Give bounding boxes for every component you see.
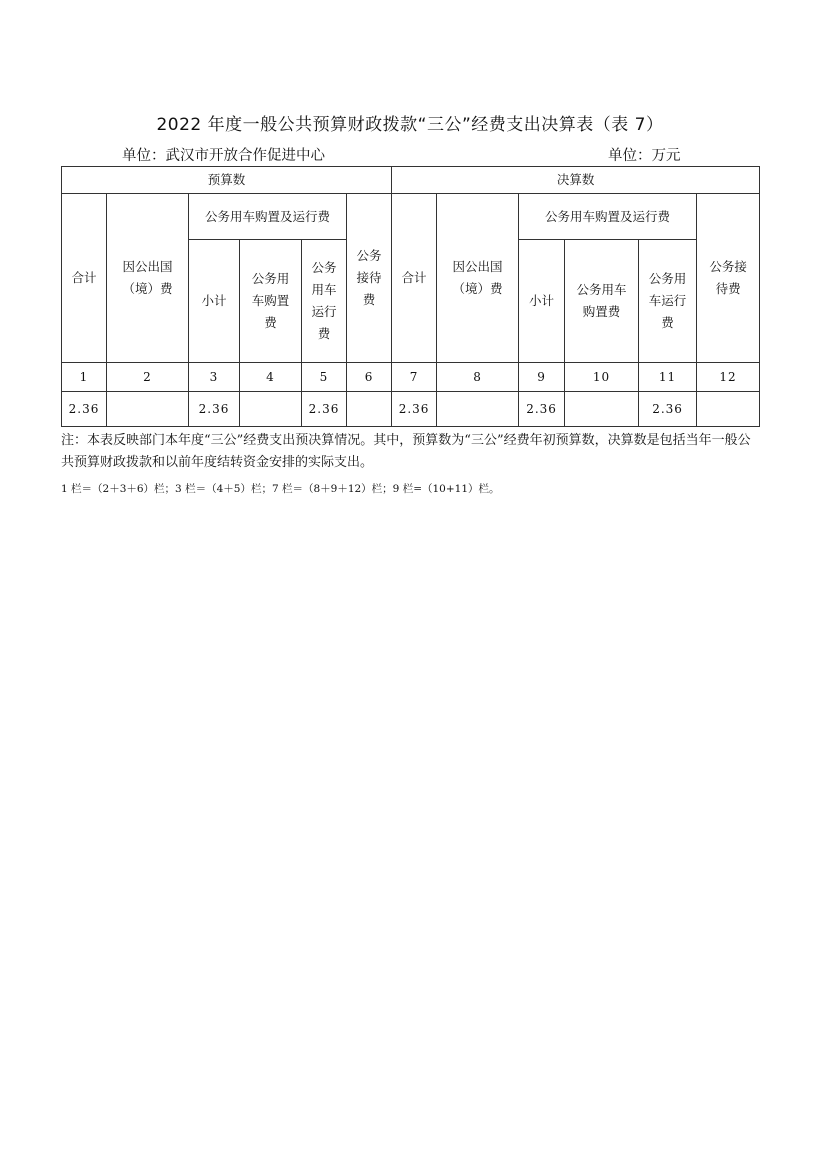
column-number: 1 — [62, 363, 107, 392]
value-cell — [347, 392, 392, 427]
header-actual-vehicle-purchase: 公务用车购置费 — [565, 240, 639, 363]
value-cell: 2.36 — [639, 392, 697, 427]
column-number: 8 — [437, 363, 519, 392]
table-note: 注：本表反映部门本年度“三公”经费支出预决算情况。其中，预算数为“三公”经费年初预算数，决算数是包括当年一般公共预算财政拨款和以前年度结转资金安排的实际支出。 — [61, 433, 751, 470]
header-row-group — [62, 167, 760, 194]
page-title: 2022 年度一般公共预算财政拨款“三公”经费支出决算表（表 7） — [156, 115, 664, 135]
formula-note: 1 栏＝（2＋3＋6）栏；3 栏＝（4＋5）栏；7 栏＝（8＋9＋12）栏；9 栏=（10+11）栏。 — [61, 483, 500, 495]
value-cell — [565, 392, 639, 427]
header-actual-subtotal: 小计 — [519, 240, 565, 363]
header-actual-abroad: 因公出国（境）费 — [437, 194, 519, 363]
header-budget-vehicle-group: 公务用车购置及运行费 — [189, 194, 347, 240]
header-budget-vehicle-operation: 公务用车运行费 — [302, 240, 347, 363]
column-number-row — [62, 363, 760, 392]
column-number: 9 — [519, 363, 565, 392]
value-cell — [107, 392, 189, 427]
header-budget-reception: 公务接待费 — [347, 194, 392, 363]
value-cell: 2.36 — [302, 392, 347, 427]
column-number: 7 — [392, 363, 437, 392]
budget-table — [61, 166, 760, 427]
header-row-categories — [62, 194, 760, 240]
value-cell: 2.36 — [62, 392, 107, 427]
column-number: 10 — [565, 363, 639, 392]
header-budget-abroad: 因公出国（境）费 — [107, 194, 189, 363]
column-number: 2 — [107, 363, 189, 392]
unit-currency: 单位：万元 — [608, 148, 681, 164]
value-cell — [240, 392, 302, 427]
header-actual-vehicle-operation: 公务用车运行费 — [639, 240, 697, 363]
column-number: 4 — [240, 363, 302, 392]
header-budget-subtotal: 小计 — [189, 240, 240, 363]
column-number: 5 — [302, 363, 347, 392]
header-actual-vehicle-group: 公务用车购置及运行费 — [519, 194, 697, 240]
column-number: 12 — [697, 363, 760, 392]
header-actual: 决算数 — [392, 167, 760, 194]
value-cell: 2.36 — [189, 392, 240, 427]
value-cell: 2.36 — [519, 392, 565, 427]
header-budget-total: 合计 — [62, 194, 107, 363]
column-number: 3 — [189, 363, 240, 392]
value-cell: 2.36 — [392, 392, 437, 427]
unit-organization: 单位：武汉市开放合作促进中心 — [122, 148, 325, 164]
header-actual-total: 合计 — [392, 194, 437, 363]
column-number: 11 — [639, 363, 697, 392]
header-budget: 预算数 — [62, 167, 392, 194]
column-number: 6 — [347, 363, 392, 392]
header-budget-vehicle-purchase: 公务用车购置费 — [240, 240, 302, 363]
header-actual-reception: 公务接待费 — [697, 194, 760, 363]
value-cell — [697, 392, 760, 427]
value-row — [62, 392, 760, 427]
value-cell — [437, 392, 519, 427]
